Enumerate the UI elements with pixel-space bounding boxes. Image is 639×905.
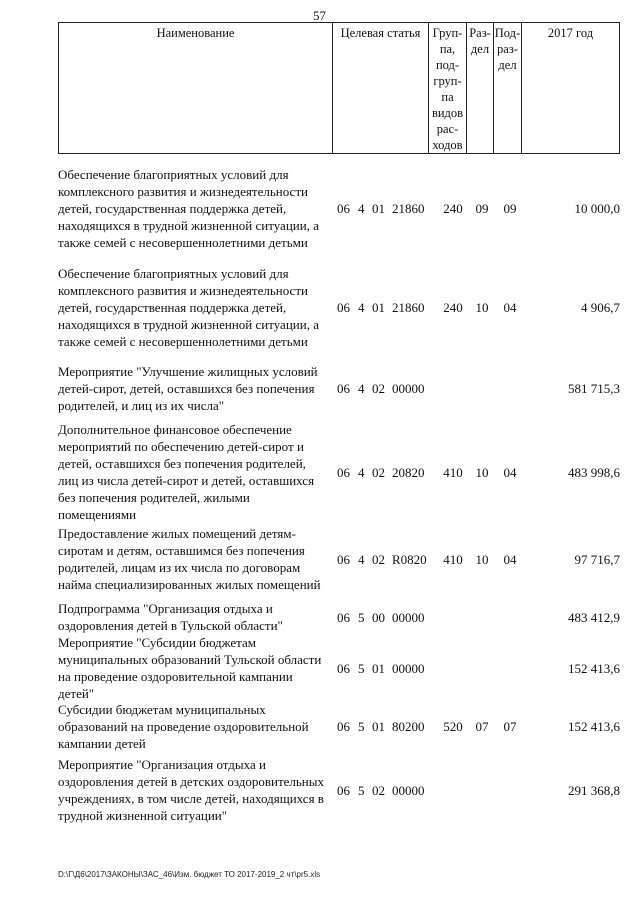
program-code: 06 xyxy=(337,464,350,480)
row-values xyxy=(58,609,620,626)
header-expense-group-line: па xyxy=(441,90,454,104)
row-name-line: без попечения родителей, жилыми xyxy=(58,490,250,505)
main-activity-code: 02 xyxy=(372,464,385,480)
row-name-line: Дополнительное финансовое обеспечение xyxy=(58,422,292,437)
row-name-line: на проведение оздоровительной кампании xyxy=(58,669,293,684)
table-row xyxy=(58,634,620,702)
subprogram-code: 4 xyxy=(358,381,365,396)
header-subsection-line: раз- xyxy=(497,42,518,56)
row-values xyxy=(58,380,620,397)
main-activity-code: 01 xyxy=(372,719,385,734)
row-name-line: комплексного развития и жизнедеятельности xyxy=(58,283,308,298)
header-section-line: дел xyxy=(470,42,490,56)
row-name-line: Обеспечение благоприятных условий для xyxy=(58,266,289,281)
header-expense-group-line: видов xyxy=(431,106,464,120)
row-name-line: Подпрограмма "Организация отдыха и xyxy=(58,601,273,616)
header-subsection xyxy=(494,23,522,153)
program-code: 06 xyxy=(337,300,350,315)
row-name-line: родителей, лицам из их числа по договорам xyxy=(58,560,301,575)
direction-code: 00000 xyxy=(392,782,425,798)
header-expense-group-line: под- xyxy=(435,58,460,72)
table-row xyxy=(58,701,620,752)
program-code: 06 xyxy=(337,609,350,625)
footer-file-path: D:\Г\Д6\2017\ЗАКОНЫ\ЗАС_46\Изм. бюджет ТО 2017-2019_2 чт\pr5.xls xyxy=(58,870,321,879)
program-code: 06 xyxy=(337,719,350,734)
main-activity-code: 02 xyxy=(372,381,385,396)
header-expense-group xyxy=(429,23,467,153)
subsection-code: 09 xyxy=(503,201,517,216)
row-name-line: находящихся в трудной жизненной ситуации, а xyxy=(58,317,319,332)
expense-group: 520 xyxy=(443,719,463,734)
row-name-line: детей-сирот, детей, оставшихся без попечения xyxy=(58,381,315,396)
header-section-line: Раз- xyxy=(469,26,491,40)
row-name-line: комплексного развития и жизнедеятельности xyxy=(58,184,308,199)
subprogram-code: 5 xyxy=(358,719,365,734)
amount-2017: 10 000,0 xyxy=(574,201,620,216)
row-name-line: оздоровления детей в детских оздоровительных xyxy=(58,774,324,789)
row-name-line: Мероприятие "Улучшение жилищных условий xyxy=(58,364,318,379)
row-name-line: родителей, и лиц из их числа" xyxy=(58,398,225,413)
table-row xyxy=(58,265,620,350)
table-row xyxy=(58,600,620,634)
row-name-line: также семей с несовершеннолетними детьми xyxy=(58,334,308,349)
row-name-line: мероприятий по обеспечению детей-сирот и xyxy=(58,439,304,454)
subprogram-code: 5 xyxy=(358,609,365,625)
row-values xyxy=(58,200,620,217)
header-name: Наименование xyxy=(59,23,333,153)
header-subsection-line: Под- xyxy=(494,26,521,40)
direction-code: 21860 xyxy=(392,300,425,315)
direction-code: 80200 xyxy=(392,719,425,734)
section-code: 10 xyxy=(475,551,489,567)
table-row xyxy=(58,166,620,251)
row-name-line: найма специализированных жилых помещений xyxy=(58,577,321,592)
row-name-line: образований на проведение оздоровительной xyxy=(58,719,309,734)
program-code: 06 xyxy=(337,782,350,798)
header-expense-group-line: груп- xyxy=(433,74,462,88)
row-values xyxy=(58,718,620,735)
main-activity-code: 01 xyxy=(372,660,385,676)
row-name-line: детей, оставшихся без попечения родителей, xyxy=(58,456,306,471)
expense-group: 410 xyxy=(443,551,463,567)
program-code: 06 xyxy=(337,660,350,676)
direction-code: 00000 xyxy=(392,609,425,625)
subprogram-code: 5 xyxy=(358,660,365,676)
direction-code: 00000 xyxy=(392,381,425,396)
header-subsection-line: дел xyxy=(498,58,517,72)
row-name-line: находящихся в трудной жизненной ситуации, а xyxy=(58,218,319,233)
section-code: 07 xyxy=(475,719,489,734)
row-name-line: Мероприятие "Субсидии бюджетам xyxy=(58,635,257,650)
subsection-code: 04 xyxy=(503,551,517,567)
main-activity-code: 00 xyxy=(372,609,385,625)
subprogram-code: 4 xyxy=(358,300,365,315)
main-activity-code: 01 xyxy=(372,300,385,315)
program-code: 06 xyxy=(337,381,350,396)
row-name-line: Субсидии бюджетам муниципальных xyxy=(58,702,266,717)
row-name-line: Обеспечение благоприятных условий для xyxy=(58,167,289,182)
main-activity-code: 02 xyxy=(372,551,385,567)
expense-group: 240 xyxy=(443,300,463,315)
subprogram-code: 4 xyxy=(358,551,365,567)
amount-2017: 483 412,9 xyxy=(568,609,620,625)
section-code: 09 xyxy=(475,201,489,216)
table-row xyxy=(58,525,620,593)
row-name-line: лиц из числа детей-сирот и детей, оставшихся xyxy=(58,473,315,488)
amount-2017: 152 413,6 xyxy=(568,719,620,734)
expense-group: 410 xyxy=(443,464,463,480)
row-values xyxy=(58,660,620,677)
row-name-line: Мероприятие "Организация отдыха и xyxy=(58,757,266,772)
direction-code: R0820 xyxy=(392,551,427,567)
main-activity-code: 02 xyxy=(372,782,385,798)
section-code: 10 xyxy=(475,300,489,315)
table-header xyxy=(58,22,620,154)
row-values xyxy=(58,551,620,568)
table-row xyxy=(58,756,620,824)
table-row xyxy=(58,363,620,414)
direction-code: 21860 xyxy=(392,201,425,216)
table-row xyxy=(58,421,620,523)
row-name-line: кампании детей xyxy=(58,736,146,751)
row-name-line: Предоставление жилых помещений детям- xyxy=(58,526,296,541)
row-name-line: оздоровления детей в Тульской области" xyxy=(58,618,283,633)
header-expense-group-line: рас- xyxy=(436,122,459,136)
expense-group: 240 xyxy=(443,201,463,216)
direction-code: 00000 xyxy=(392,660,425,676)
section-code: 10 xyxy=(475,464,489,480)
main-activity-code: 01 xyxy=(372,201,385,216)
subprogram-code: 4 xyxy=(358,464,365,480)
amount-2017: 291 368,8 xyxy=(568,782,620,798)
page-number: 57 xyxy=(313,8,326,23)
subprogram-code: 5 xyxy=(358,782,365,798)
program-code: 06 xyxy=(337,551,350,567)
row-name-line: учреждениях, в том числе детей, находящихся в xyxy=(58,791,324,806)
row-name-line: детей, государственная поддержка детей, xyxy=(58,201,287,216)
row-values xyxy=(58,299,620,316)
header-target-article: Целевая статья xyxy=(333,23,429,153)
row-values xyxy=(58,464,620,481)
header-expense-group-line: Груп- xyxy=(432,26,463,40)
header-section xyxy=(467,23,494,153)
row-name-line: трудной жизненной ситуации" xyxy=(58,808,228,823)
amount-2017: 4 906,7 xyxy=(581,300,620,315)
subsection-code: 04 xyxy=(503,300,517,315)
row-name-line: также семей с несовершеннолетними детьми xyxy=(58,235,308,250)
amount-2017: 581 715,3 xyxy=(568,381,620,396)
header-expense-group-line: па, xyxy=(439,42,456,56)
amount-2017: 483 998,6 xyxy=(568,464,620,480)
row-name-line: детей" xyxy=(58,686,95,701)
header-year: 2017 год xyxy=(547,26,594,40)
amount-2017: 152 413,6 xyxy=(568,660,620,676)
program-code: 06 xyxy=(337,201,350,216)
subsection-code: 04 xyxy=(503,464,517,480)
subprogram-code: 4 xyxy=(358,201,365,216)
row-name-line: детей, государственная поддержка детей, xyxy=(58,300,287,315)
subsection-code: 07 xyxy=(503,719,517,734)
row-name-line: сиротам и детям, оставшимся без попечения xyxy=(58,543,305,558)
direction-code: 20820 xyxy=(392,464,425,480)
amount-2017: 97 716,7 xyxy=(574,551,620,567)
row-name-line: муниципальных образований Тульской области xyxy=(58,652,322,667)
row-name-line: помещениями xyxy=(58,507,137,522)
row-values xyxy=(58,782,620,799)
header-expense-group-line: ходов xyxy=(432,138,463,152)
